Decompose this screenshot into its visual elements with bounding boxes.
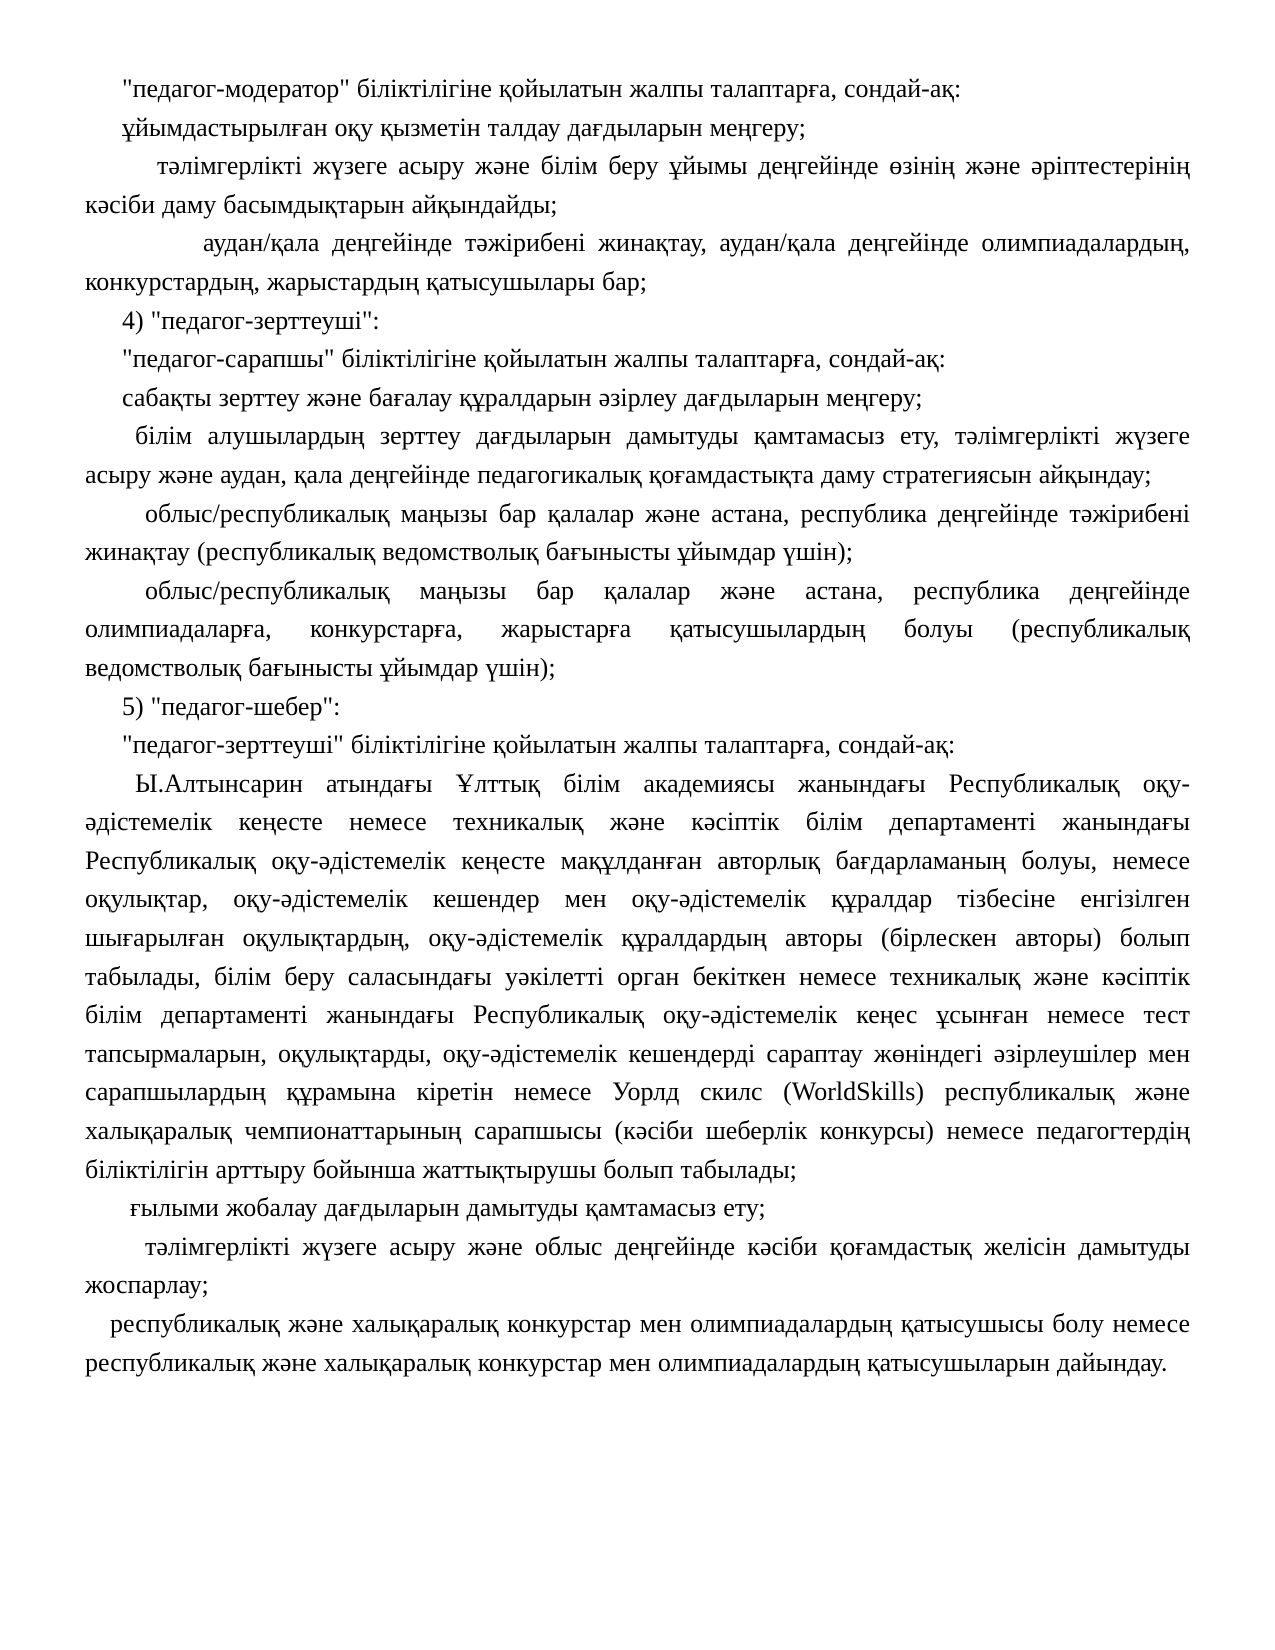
paragraph: сабақты зерттеу және бағалау құралдарын әзірлеу дағдыларын меңгеру; (122, 382, 923, 412)
paragraph: "педагог-сарапшы" біліктілігіне қойылатын жалпы талаптарға, сондай-ақ: (122, 344, 946, 374)
paragraph: аудан/қала деңгейінде тәжірибені жинақтау, аудан/қала деңгейінде олимпиадалардың, конкурстардың, жарыстардың қатысушылары бар; (85, 228, 1190, 296)
paragraph: облыс/республикалық маңызы бар қалалар және астана, республика деңгейінде олимпиадаларға, конкурстарға, жарыстарға қатысушылардың болуы (республикалық ведомстволық бағынысты ұйымдар үшін); (85, 575, 1190, 682)
paragraph: білім алушылардың зерттеу дағдыларын дамытуды қамтамасыз ету, тәлімгерлікті жүзеге асыру және аудан, қала деңгейінде педагогикалық қоғамдастықта даму стратегиясын айқындау; (85, 421, 1190, 489)
paragraph: республикалық және халықаралық конкурстар мен олимпиадалардың қатысушысы болу немесе республикалық және халықаралық конкурстар мен олимпиадалардың қатысушыларын дайындау. (85, 1309, 1190, 1377)
paragraph: ғылыми жобалау дағдыларын дамытуды қамтамасыз ету; (130, 1193, 766, 1223)
paragraph: "педагог-зерттеуші" біліктілігіне қойылатын жалпы талаптарға, сондай-ақ: (122, 730, 956, 760)
paragraph: 4) "педагог-зерттеуші": (122, 305, 380, 335)
paragraph: облыс/республикалық маңызы бар қалалар және астана, республика деңгейінде тәжірибені жинақтау (республикалық ведомстволық бағынысты ұйымдар үшін); (85, 498, 1190, 567)
paragraph: тәлімгерлікті жүзеге асыру және облыс деңгейінде кәсіби қоғамдастық желісін дамытуды жоспарлау; (85, 1231, 1190, 1300)
document-body (85, 70, 1190, 1382)
paragraph: 5) "педагог-шебер": (122, 691, 341, 721)
paragraph: тәлімгерлікті жүзеге асыру және білім беру ұйымы деңгейінде өзінің және әріптестерінің кәсіби даму басымдықтарын айқындайды; (85, 151, 1190, 219)
paragraph: ұйымдастырылған оқу қызметін талдау дағдыларын меңгеру; (122, 112, 806, 142)
paragraph: Ы.Алтынсарин атындағы Ұлттық білім академиясы жанындағы Республикалық оқу-әдістемелік кеңесте немесе техникалық және кәсіптік білім департаменті жанындағы Республикалық оқу-әдістемелік кеңесте мақұлданған авторлық бағдарламаның болуы, немесе оқулықтар, оқу-әдістемелік кешендер мен оқу-әдістемелік құралдар тізбесіне енгізілген шығарылған оқулықтардың, оқу-әдістемелік құралдардың авторы (бірлескен авторы) болып табылады, білім беру саласындағы уәкілетті орган бекіткен немесе техникалық және кәсіптік білім департаменті жанындағы Республикалық оқу-әдістемелік кеңес ұсынған немесе тест тапсырмаларын, оқулықтарды, оқу-әдістемелік кешендерді сараптау жөніндегі әзірлеушілер мен сарапшылардың құрамына кіретін немесе Уорлд скилс (WorldSkills) республикалық және халықаралық чемпионаттарының сарапшысы (кәсіби шеберлік конкурсы) немесе педагогтердің біліктілігін арттыру бойынша жаттықтырушы болып табылады; (85, 768, 1190, 1184)
paragraph: "педагог-модератор" біліктілігіне қойылатын жалпы талаптарға, сондай-ақ: (122, 74, 962, 103)
